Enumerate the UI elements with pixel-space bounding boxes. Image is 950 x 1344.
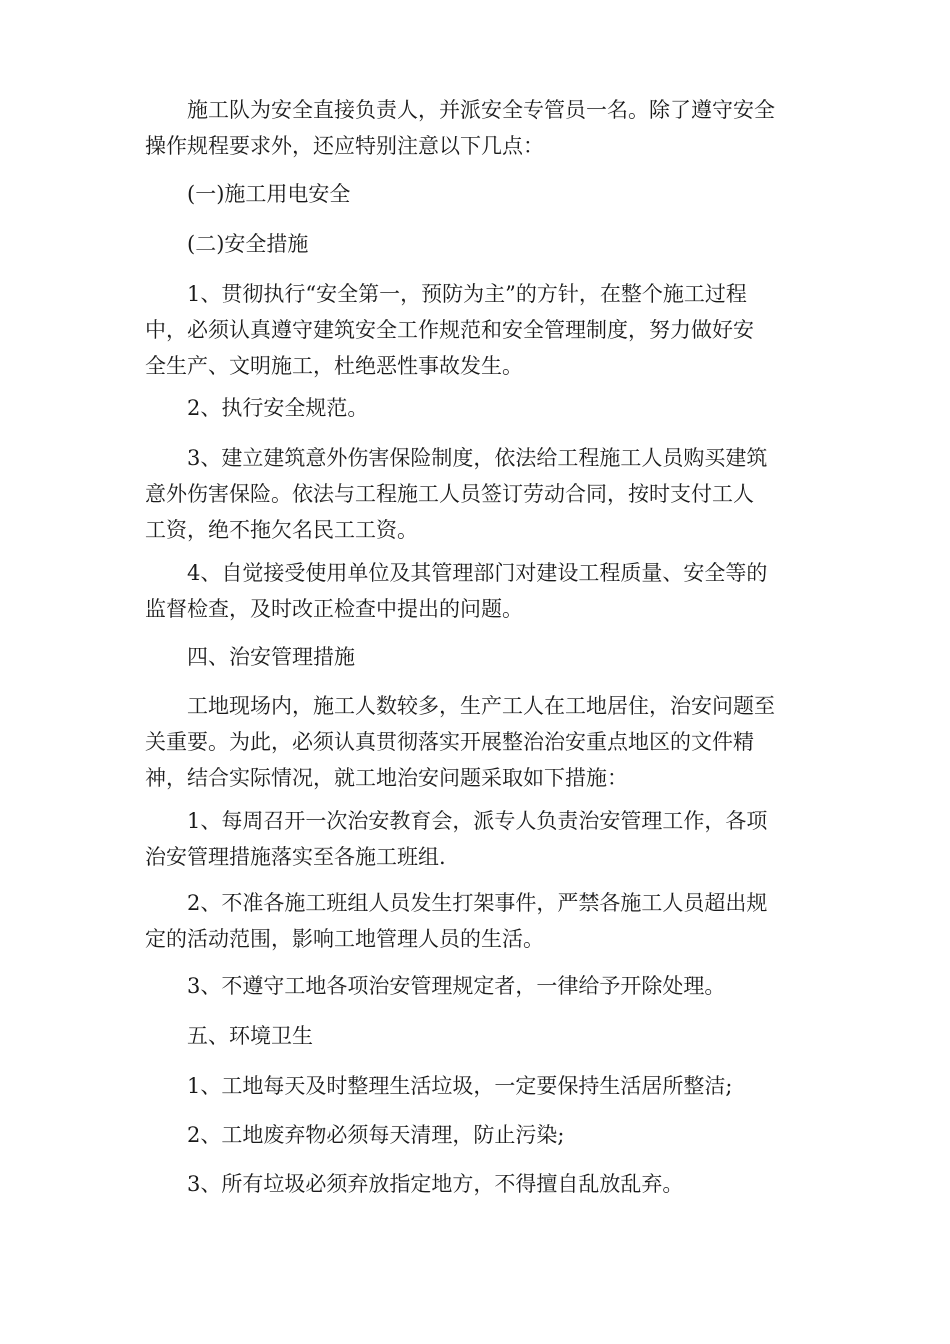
paragraph-security-1: [145, 803, 810, 875]
text-line: 1、工地每天及时整理生活垃圾，一定要保持生活居所整洁;: [187, 1074, 733, 1098]
text-line: 五、环境卫生: [187, 1024, 313, 1048]
text-line: 4、自觉接受使用单位及其管理部门对建设工程质量、安全等的: [187, 561, 768, 585]
text-line: (一)施工用电安全: [187, 182, 351, 206]
text-line: 3、不遵守工地各项治安管理规定者，一律给予开除处理。: [187, 974, 726, 998]
text-line: 监督检查，及时改正检查中提出的问题。: [145, 597, 523, 621]
paragraph-security-3: [145, 968, 810, 1004]
text-line: 1、贯彻执行“安全第一，预防为主”的方针，在整个施工过程: [187, 282, 747, 306]
text-line: 3、建立建筑意外伤害保险制度，依法给工程施工人员购买建筑: [187, 446, 768, 470]
text-line: 1、每周召开一次治安教育会，派专人负责治安管理工作，各项: [187, 809, 768, 833]
paragraph-security-intro: [145, 688, 810, 796]
heading-electrical-safety: [145, 176, 810, 212]
text-line: 2、执行安全规范。: [187, 396, 369, 420]
text-line: 中，必须认真遵守建筑安全工作规范和安全管理制度，努力做好安: [145, 318, 754, 342]
paragraph-measure-4: [145, 555, 810, 627]
heading-safety-measures: [145, 226, 810, 262]
text-line: 工资，绝不拖欠名民工工资。: [145, 518, 418, 542]
paragraph-measure-2: [145, 390, 810, 426]
heading-public-security: [145, 639, 810, 675]
paragraph-environment-3: [145, 1166, 810, 1202]
text-line: 2、不准各施工班组人员发生打架事件，严禁各施工人员超出规: [187, 891, 768, 915]
paragraph-safety-intro: [145, 92, 810, 164]
text-line: 全生产、文明施工，杜绝恶性事故发生。: [145, 354, 523, 378]
text-line: 工地现场内，施工人数较多，生产工人在工地居住，治安问题至: [187, 694, 775, 718]
heading-environment: [145, 1018, 810, 1054]
text-line: (二)安全措施: [187, 232, 309, 256]
text-line: 神，结合实际情况，就工地治安问题采取如下措施：: [145, 766, 628, 790]
text-line: 治安管理措施落实至各施工班组.: [145, 845, 446, 869]
paragraph-measure-3: [145, 440, 810, 548]
text-line: 四、治安管理措施: [187, 645, 355, 669]
text-line: 意外伤害保险。依法与工程施工人员签订劳动合同，按时支付工人: [145, 482, 754, 506]
paragraph-environment-2: [145, 1117, 810, 1153]
paragraph-security-2: [145, 885, 810, 957]
paragraph-measure-1: [145, 276, 810, 384]
text-line: 2、工地废弃物必须每天清理，防止污染;: [187, 1123, 565, 1147]
text-line: 定的活动范围，影响工地管理人员的生活。: [145, 927, 544, 951]
text-line: 施工队为安全直接负责人，并派安全专管员一名。除了遵守安全: [187, 98, 775, 122]
text-line: 3、所有垃圾必须弃放指定地方，不得擅自乱放乱弃。: [187, 1172, 684, 1196]
text-line: 操作规程要求外，还应特别注意以下几点：: [145, 134, 544, 158]
paragraph-environment-1: [145, 1068, 810, 1104]
text-line: 关重要。为此，必须认真贯彻落实开展整治治安重点地区的文件精: [145, 730, 754, 754]
